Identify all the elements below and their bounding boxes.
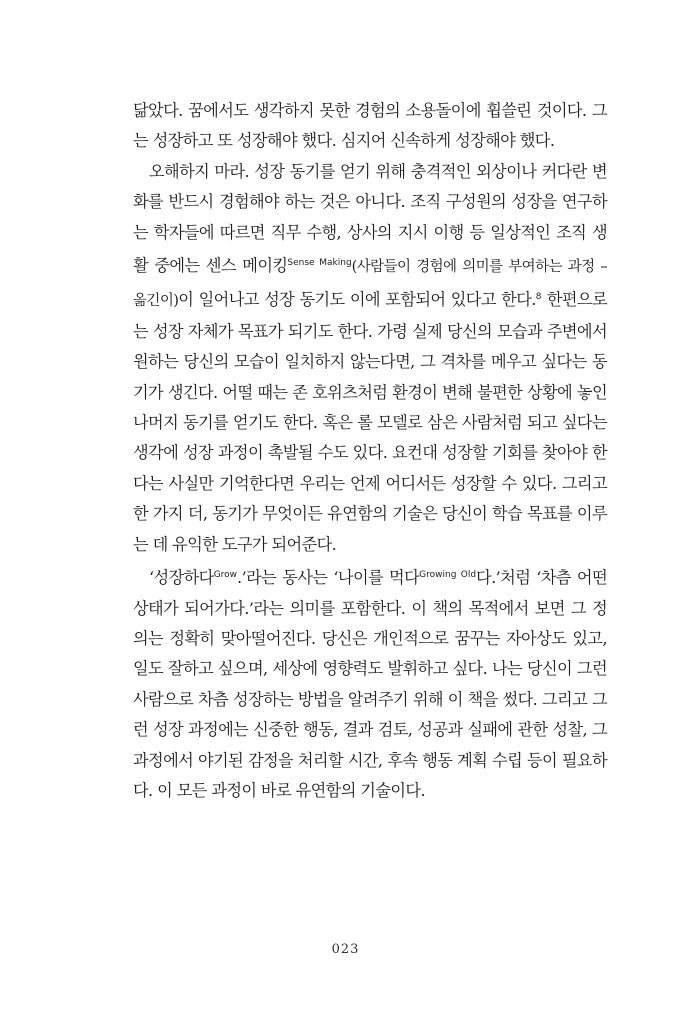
paragraph-3-text-a: ‘성장하다 [149, 568, 214, 588]
body-text [133, 96, 607, 806]
paragraph-2-text-a: 오해하지 마라. 성장 동기를 얻기 위해 충격적인 외상이나 커다란 변화를 반드시 경험해야 하는 것은 아니다. 조직 구성원의 성장을 연구하는 학자들에 따르면 직무 수행, 상사의 지시 이행 등 일상적인 조직 생활 중에는 센스 메이킹 [133, 161, 607, 276]
footnote-marker: 8 [535, 292, 542, 303]
paragraph-2 [133, 157, 607, 560]
paragraph-1-text: 닮았다. 꿈에서도 생각하지 못한 경험의 소용돌이에 휩쓸린 것이다. 그는 성장하고 또 성장해야 했다. 심지어 신속하게 성장해야 했다. [133, 101, 607, 151]
paragraph-1 [133, 96, 607, 157]
gloss-grow: Grow [213, 570, 238, 581]
paragraph-2-text-c: 한편으로는 성장 자체가 목표가 되기도 한다. 가령 실제 당신의 모습과 주변에서 원하는 당신의 모습이 일치하지 않는다면, 그 격차를 메우고 싶다는 동기가 생긴다. 어떨 때는 존 호위츠처럼 환경이 변해 불편한 상황에 놓인 나머지 동기를 얻기도 한다. 혹은 롤 모델로 삼은 사람처럼 되고 싶다는 생각에 성장 과정이 촉발될 수도 있다. 요컨대 성장할 기회를 찾아야 한다는 사실만 기억한다면 우리는 언제 어디서든 성장할 수 있다. 그리고 한 가지 더, 동기가 무엇이든 유연함의 기술은 당신이 학습 목표를 이루는 데 유익한 도구가 되어준다. [133, 290, 607, 554]
page-number: 023 [331, 942, 360, 957]
gloss-growing-old: Growing Old [419, 570, 477, 581]
paragraph-3-text-b: .’라는 동사는 ‘나이를 먹다 [237, 568, 420, 588]
paragraph-3 [133, 560, 607, 806]
gloss-sense-making: Sense Making [287, 258, 352, 269]
translator-note: (사람들이 경험에 의미를 부여하는 과정 – 옮긴이) [133, 259, 607, 310]
paragraph-2-text-b: 이 일어나고 성장 동기도 이에 포함되어 있다고 한다. [178, 290, 536, 310]
paragraph-3-text-c: 다.’처럼 ‘차츰 어떤 상태가 되어가다.’라는 의미를 포함한다. 이 책의 목적에서 보면 그 정의는 정확히 맞아떨어진다. 당신은 개인적으로 꿈꾸는 자아상도 있고, 일도 잘하고 싶으며, 세상에 영향력도 발휘하고 싶다. 나는 당신이 그런 사람으로 차츰 성장하는 방법을 알려주기 위해 이 책을 썼다. 그리고 그런 성장 과정에는 신중한 행동, 결과 검토, 성공과 실패에 관한 성찰, 그 과정에서 야기된 감정을 처리할 시간, 후속 행동 계획 수립 등이 필요하다. 이 모든 과정이 바로 유연함의 기술이다. [133, 568, 607, 800]
